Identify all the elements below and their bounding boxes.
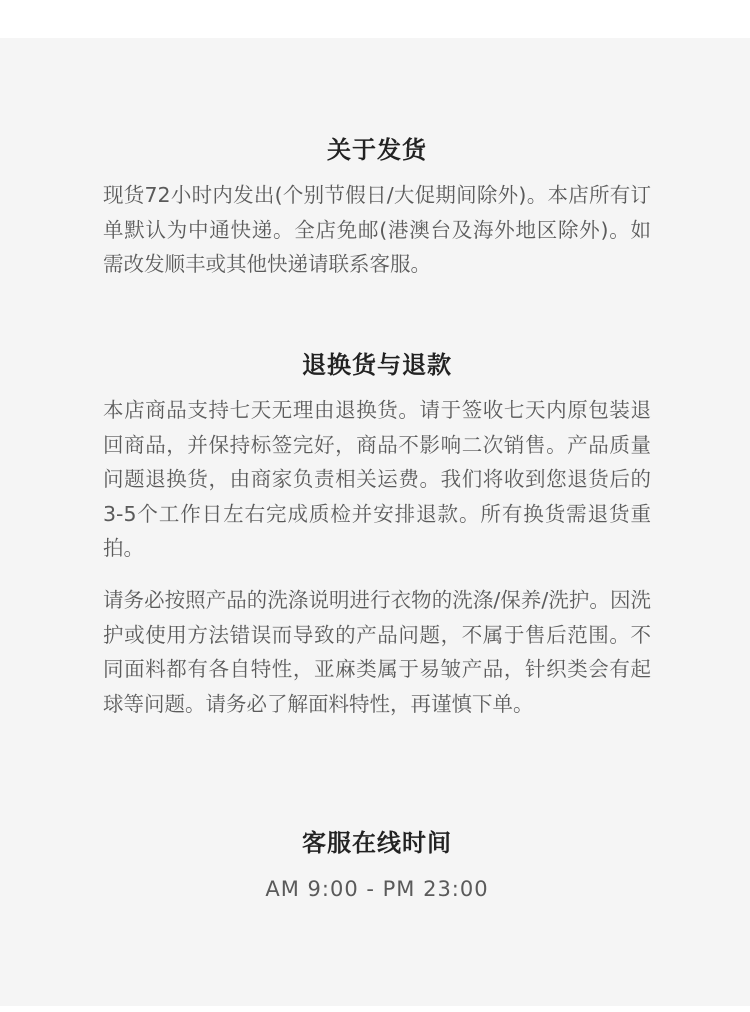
shipping-section-body: 现货72小时内发出(个别节假日/大促期间除外)。本店所有订单默认为中通快递。全店免邮(港澳台及海外地区除外)。如需改发顺丰或其他快递请联系客服。	[103, 183, 651, 277]
info-panel	[0, 38, 750, 1006]
shipping-section-title: 关于发货	[327, 136, 427, 164]
returns-section-body: 本店商品支持七天无理由退换货。请于签收七天内原包装退回商品，并保持标签完好，商品不影响二次销售。产品质量问题退换货，由商家负责相关运费。我们将收到您退货后的3-5个工作日左右完成质检并安排退款。所有换货需退货重拍。	[103, 398, 651, 561]
care-note-body: 请务必按照产品的洗涤说明进行衣物的洗涤/保养/洗护。因洗护或使用方法错误而导致的产品问题，不属于售后范围。不同面料都有各自特性，亚麻类属于易皱产品，针织类会有起球等问题。请务必了解面料特性，再谨慎下单。	[103, 588, 651, 716]
service-hours-title: 客服在线时间	[302, 829, 452, 857]
service-hours-value: AM 9:00 - PM 23:00	[265, 877, 489, 901]
returns-section-title: 退换货与退款	[302, 351, 452, 379]
